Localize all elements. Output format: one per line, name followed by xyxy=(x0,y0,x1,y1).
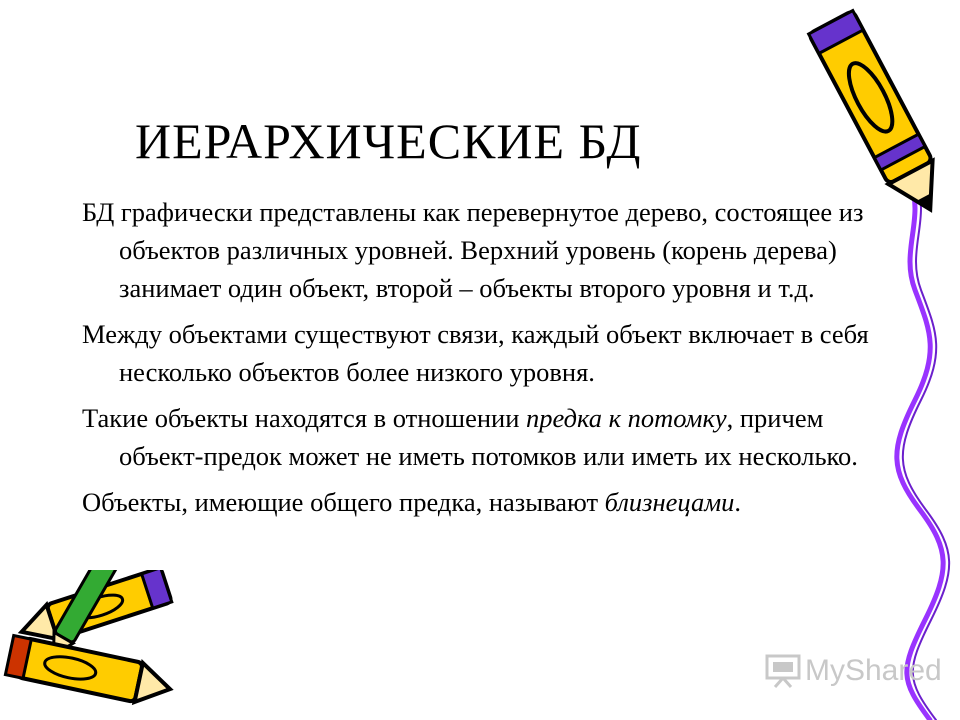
paragraph-4-text-b: . xyxy=(734,487,742,517)
paragraph-3-text-a: Такие объекты находятся в отношении xyxy=(82,403,527,433)
paragraph-3 xyxy=(82,399,882,475)
pencil-icon xyxy=(800,0,960,230)
paragraph-4-italic: близнецами xyxy=(604,487,735,517)
slide-title: ИЕРАРХИЧЕСКИЕ БД xyxy=(135,113,642,169)
paragraph-3-italic: предка к потомку xyxy=(526,403,727,433)
paragraph-4 xyxy=(82,483,882,521)
watermark xyxy=(765,654,942,688)
paragraph-2: Между объектами существуют связи, каждый объект включает в себя несколько объектов более низкого уровня. xyxy=(82,319,869,387)
pencils-icon xyxy=(0,570,200,720)
paragraph-3-text-b: , причем объект-предок может не иметь потомков или иметь их несколько. xyxy=(119,403,858,471)
paragraph-1: БД графически представлены как перевернутое дерево, состоящее из объектов различных уровней. Верхний уровень (корень дерева) занимает один объект, второй – объекты второго уровня и т.д. xyxy=(82,197,864,303)
watermark-text: MyShared xyxy=(805,654,942,687)
slide-body xyxy=(82,193,882,529)
paragraph-4-text-a: Объекты, имеющие общего предка, называют xyxy=(82,487,605,517)
presentation-board-icon xyxy=(765,654,801,688)
squiggle-decoration xyxy=(870,180,960,720)
